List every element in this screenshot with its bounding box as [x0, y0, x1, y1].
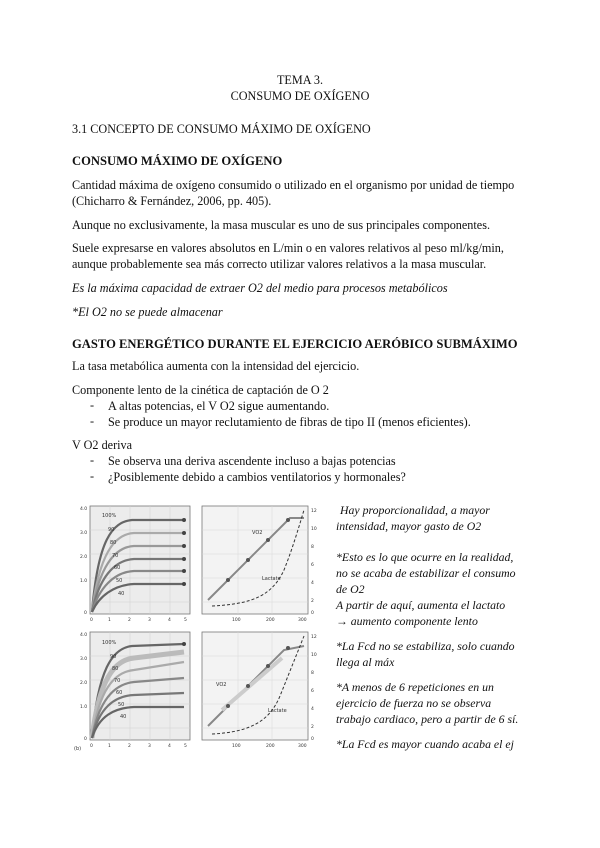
gasto-paragraph2: Componente lento de la cinética de captación de O 2	[72, 383, 329, 397]
y-tick: 3.0	[80, 531, 88, 536]
y-tick: 4	[311, 581, 314, 586]
x-tick: 4	[168, 618, 171, 623]
bullet-item: ¿Posiblemente debido a cambios ventilatorios y hormonales?	[108, 470, 406, 484]
curve-label: VO2	[252, 530, 263, 536]
y-tick: 0	[84, 611, 87, 616]
bullet-item: A altas potencias, el V O2 sigue aumentando.	[108, 399, 330, 413]
x-tick: 3	[148, 744, 151, 749]
y-tick: 3.0	[80, 657, 88, 662]
bullet-dash: -	[90, 453, 95, 467]
note-2-line3: de O2	[336, 582, 365, 596]
x-tick: 0	[90, 618, 93, 623]
y-tick: 0	[84, 737, 87, 742]
vo2max-paragraph2: Aunque no exclusivamente, la masa muscular es uno de sus principales componentes.	[72, 218, 490, 232]
vo2max-paragraph3-line2: aunque probablemente sea más correcto utilizar valores relativos a la masa muscular.	[72, 257, 487, 271]
gasto-paragraph1: La tasa metabólica aumenta con la intensidad del ejercicio.	[72, 359, 360, 373]
curve-label: 80	[112, 666, 119, 672]
note-3-line2: → aumento componente lento	[336, 614, 478, 628]
curve-label: 50	[116, 578, 123, 584]
vo2max-paragraph3-line1: Suele expresarse en valores absolutos en L/min o en valores relativos al peso ml/kg/min,	[72, 241, 504, 255]
y-tick: 10	[311, 527, 317, 532]
x-tick: 1	[108, 618, 111, 623]
x-tick: 200	[266, 618, 275, 623]
curve-label: 90	[110, 654, 117, 660]
curve-label: 70	[112, 553, 119, 559]
panel-letter: (b)	[74, 746, 82, 752]
y-tick: 2.0	[80, 555, 88, 560]
x-tick: 100	[232, 618, 241, 623]
y-tick: 12	[311, 509, 317, 514]
bullet-dash: -	[90, 398, 95, 412]
y-tick: 1.0	[80, 705, 88, 710]
x-tick: 300	[298, 618, 307, 623]
y-tick: 4.0	[80, 633, 88, 638]
y-tick: 8	[311, 671, 314, 676]
y-tick: 4.0	[80, 507, 88, 512]
curve-label: Lactate	[262, 576, 281, 582]
vo2max-definition-line2: (Chicharro & Fernández, 2006, pp. 405).	[72, 194, 272, 208]
y-tick: 6	[311, 563, 314, 568]
note-5-line2: ejercicio de fuerza no se observa	[336, 696, 492, 710]
bullet-item: Se produce un mayor reclutamiento de fibras de tipo II (menos eficientes).	[108, 415, 471, 429]
y-tick: 4	[311, 707, 314, 712]
x-tick: 300	[298, 744, 307, 749]
note-4-line1: *La Fcd no se estabiliza, solo cuando	[336, 639, 515, 653]
note-2-line2: no se acaba de estabilizar el consumo	[336, 566, 516, 580]
y-tick: 12	[311, 635, 317, 640]
x-tick: 200	[266, 744, 275, 749]
x-tick: 3	[148, 618, 151, 623]
y-tick: 1.0	[80, 579, 88, 584]
x-tick: 5	[184, 618, 187, 623]
curve-label: 70	[114, 678, 121, 684]
bullet-item: Se observa una deriva ascendente incluso a bajas potencias	[108, 454, 396, 468]
curve-label: 60	[116, 690, 123, 696]
curve-label: 50	[118, 702, 125, 708]
page-title: TEMA 3.	[276, 73, 324, 87]
oxygen-uptake-figure	[72, 500, 324, 752]
note-1-line1: Hay proporcionalidad, a mayor	[340, 503, 490, 517]
vo2max-italic-note1: Es la máxima capacidad de extraer O2 del medio para procesos metabólicos	[72, 281, 448, 295]
x-tick: 2	[128, 744, 131, 749]
x-tick: 5	[184, 744, 187, 749]
x-tick: 1	[108, 744, 111, 749]
bullet-dash: -	[90, 469, 95, 483]
vo2max-italic-note2: *El O2 no se puede almacenar	[72, 305, 223, 319]
y-tick: 10	[311, 653, 317, 658]
x-tick: 2	[128, 618, 131, 623]
y-tick: 2.0	[80, 681, 88, 686]
curve-label: VO2	[216, 682, 227, 688]
y-tick: 2	[311, 599, 314, 604]
vo2max-heading: CONSUMO MÁXIMO DE OXÍGENO	[72, 154, 283, 168]
section-heading: 3.1 CONCEPTO DE CONSUMO MÁXIMO DE OXÍGENO	[72, 122, 371, 136]
y-tick: 8	[311, 545, 314, 550]
x-tick: 4	[168, 744, 171, 749]
note-6: *La Fcd es mayor cuando acaba el ej	[336, 737, 514, 751]
vo2max-definition-line1: Cantidad máxima de oxígeno consumido o utilizado en el organismo por unidad de tiempo	[72, 178, 515, 192]
curve-label: 80	[110, 540, 117, 546]
y-tick: 0	[311, 737, 314, 742]
curve-label: 90	[108, 527, 115, 533]
gasto-paragraph3: V O2 deriva	[72, 438, 133, 452]
curve-label: 40	[118, 591, 125, 597]
note-3-line1: A partir de aquí, aumenta el lactato	[336, 598, 506, 612]
bullet-dash: -	[90, 414, 95, 428]
y-tick: 6	[311, 689, 314, 694]
note-4-line2: llega al máx	[336, 655, 395, 669]
note-5-line3: trabajo cardiaco, pero a partir de 6 sí.	[336, 712, 519, 726]
curve-label: 40	[120, 714, 127, 720]
note-5-line1: *A menos de 6 repeticiones en un	[336, 680, 494, 694]
page-subtitle: CONSUMO DE OXÍGENO	[230, 89, 370, 103]
y-tick: 2	[311, 725, 314, 730]
note-1-line2: intensidad, mayor gasto de O2	[336, 519, 482, 533]
curve-label: 100%	[102, 513, 117, 519]
x-tick: 0	[90, 744, 93, 749]
curve-label: 60	[114, 565, 121, 571]
x-tick: 100	[232, 744, 241, 749]
curve-label: Lactate	[268, 708, 287, 714]
gasto-heading: GASTO ENERGÉTICO DURANTE EL EJERCICIO AERÓBICO SUBMÁXIMO	[72, 337, 518, 351]
note-2-line1: *Esto es lo que ocurre en la realidad,	[336, 550, 514, 564]
y-tick: 0	[311, 611, 314, 616]
curve-label: 100%	[102, 640, 117, 646]
